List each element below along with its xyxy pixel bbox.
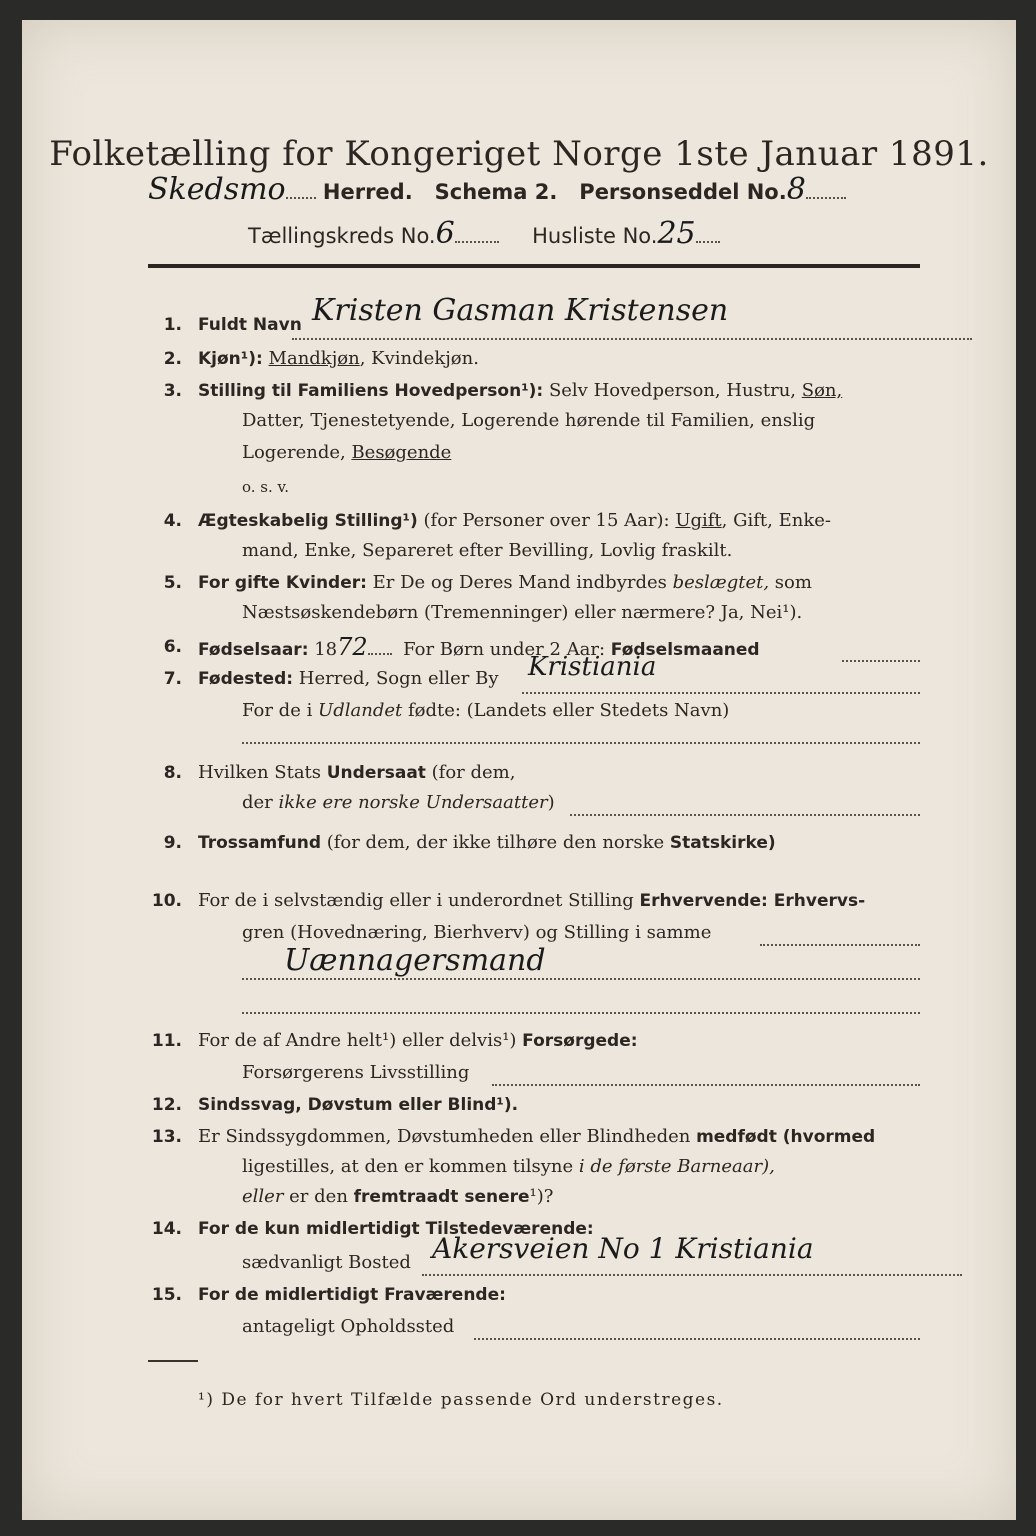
field-label: Undersaat (326, 763, 426, 783)
item-number: 11. (151, 1031, 182, 1051)
item-number: 5. (163, 573, 182, 593)
item-number: 14. (151, 1219, 182, 1239)
herred-line (148, 172, 846, 207)
field-label: For de kun midlertidigt Tilstedeværende: (198, 1219, 594, 1239)
herred-value: Skedsmo (148, 172, 286, 207)
field-text: (for dem, der ikke tilhøre den norske (320, 832, 670, 853)
field-label: Fødselsaar: (198, 640, 309, 660)
field-label: Fødested: (198, 669, 294, 689)
field-text: For Børn under 2 Aar: (403, 639, 611, 660)
occupation-value: Uænnagersmand (284, 943, 546, 978)
field-text: ikke ere norske Undersaatter (278, 792, 548, 813)
field-text: Næstsøskendebørn (Tremenninger) eller nærmere? Ja, Nei¹). (242, 602, 803, 623)
field-text: Er De og Deres Mand indbyrdes (366, 572, 673, 593)
header-rule (148, 264, 920, 268)
field-label: Fuldt Navn (198, 315, 302, 335)
item-number: 10. (151, 891, 182, 911)
field-text: ¹)? (529, 1186, 554, 1207)
field-label: Statskirke) (669, 833, 776, 853)
year-prefix: 18 (308, 639, 338, 660)
options-text: mand, Enke, Separeret efter Bevilling, Lovlig fraskilt. (242, 540, 733, 561)
option-besogende: Besøgende (351, 442, 452, 463)
kreds-line (248, 216, 720, 251)
field-text: Forsørgerens Livsstilling (242, 1062, 470, 1083)
field-label: For gifte Kvinder: (198, 573, 367, 593)
husliste-value: 25 (657, 216, 696, 251)
personseddel-label: Personseddel No. (579, 180, 787, 204)
field-text: fødte: (Landets eller Stedets Navn) (402, 700, 730, 721)
field-label: Erhvervende: (639, 891, 768, 911)
field-text: sædvanligt Bosted (242, 1252, 411, 1273)
herred-label: Herred. (322, 180, 413, 204)
field-text: For de i selvstændig eller i underordnet Stilling (198, 890, 640, 911)
option-son: Søn, (801, 380, 843, 401)
husliste-label: Husliste No. (532, 224, 658, 248)
field-label: Ægteskabelig Stilling¹) (198, 511, 418, 531)
field-text: Hvilken Stats (198, 762, 327, 783)
field-text: ligestilles, at den er kommen tilsyne (242, 1156, 579, 1177)
birth-year-value: 72 (337, 633, 368, 661)
option-ugift: Ugift (675, 510, 722, 531)
kreds-value: 6 (435, 216, 455, 251)
field-text: Herred, Sogn eller By (293, 668, 499, 689)
field-text: For de af Andre helt¹) eller delvis¹) (198, 1030, 523, 1051)
usual-residence-value: Akersveien No 1 Kristiania (432, 1232, 814, 1265)
option-mandkjon: Mandkjøn (268, 348, 360, 369)
field-label: For de midlertidigt Fraværende: (198, 1285, 506, 1305)
kreds-label: Tællingskreds No. (248, 224, 436, 248)
field-text: (for dem, (425, 762, 516, 783)
option-kvindekjon: , Kvindekjøn. (359, 348, 479, 369)
field-text: gren (Hovednæring, Bierhverv) og Stilling i samme (242, 922, 712, 943)
field-label: Fødselsmaaned (610, 640, 760, 660)
item-number: 7. (163, 669, 182, 689)
item-number: 13. (151, 1127, 182, 1147)
field-text: (for Personer over 15 Aar): (417, 510, 676, 531)
form-title: Folketælling for Kongeriget Norge 1ste Januar 1891. (49, 134, 989, 174)
options-text: Datter, Tjenestetyende, Logerende hørende til Familien, enslig (242, 410, 816, 431)
item-number: 1. (163, 315, 182, 335)
options-text: Logerende, (242, 442, 352, 463)
field-text: For de i (242, 700, 319, 721)
schema-label: Schema 2. (434, 180, 558, 204)
field-label: Trossamfund (198, 833, 321, 853)
field-text: Er Sindssygdommen, Døvstumheden eller Blindheden (198, 1126, 697, 1147)
item-number: 9. (163, 833, 182, 853)
options-text: Selv Hovedperson, Hustru, (543, 380, 802, 401)
field-text: Udlandet (318, 700, 403, 721)
osv-text: o. s. v. (242, 478, 289, 496)
field-text: som (769, 572, 812, 593)
census-form-page: Folketælling for Kongeriget Norge 1ste Januar 1891. Skedsmo Herred. Schema 2. Personseddel No.8 Tællingskreds No.6 Husliste No.25 1. Fuldt Navn Kristen Gasman Kristensen 2. Kjøn¹): Mandkjøn, Kvindekjøn. 3. Stilling til Familiens Hovedperson¹): Selv Hovedperson, Hustru, Søn, Datter, Tjenestetyende, Logerende hørende til Familien, enslig Logerende, Besøgende o. s. v. 4. Ægteskabelig Stilling¹) (for Personer over 15 Aar): Ugift, Gift, Enke- mand, Enke, Separeret efter Bevilling, Lovlig fraskilt. 5. For gifte Kvinder: Er De og Deres Mand indbyrdes beslægtet, som Næstsøskendebørn (Tremenninger) eller nærmere? Ja, Nei¹). 6. Fødselsaar: 1872 For Børn under 2 Aar: Fødselsmaaned 7. Fødested: Herred, Sogn eller By Kristiania For de i Udlandet fødte: (Landets eller Stedets Navn) 8. Hvilken Stats Undersaat (for dem, der ikke ere norske Undersaatter) 9. Trossamfund (for dem, der ikke tilhøre den norske Statskirke) 10. For de i selvstændig eller i underordnet Stilling Erhvervende: Erhvervs- gren (Hovednæring, Bierhverv) og Stilling i samme Uænnagersmand 11. For de af Andre helt¹) eller delvis¹) Forsørgede: Forsørgerens Livsstilling 12. Sindssvag, Døvstum eller Blind¹). 13. Er Sindssygdommen, Døvstumheden eller Blindheden medfødt (hvormed ligestilles, at den er kommen tilsyne i de første Barneaar), eller er den fremtraadt senere¹)? 14. For de kun midlertidigt Tilstedeværende: sædvanligt Bosted Akersveien No 1 Kristiania 15. For de midlertidigt Fraværende: antageligt Opholdssted ¹) De for hvert Tilfælde passende Ord understreges. (22, 20, 1016, 1520)
item-number: 4. (163, 511, 182, 531)
full-name-value: Kristen Gasman Kristensen (312, 293, 729, 328)
field-text: beslægtet, (672, 572, 770, 593)
item-number: 2. (163, 349, 182, 369)
item-number: 12. (151, 1095, 182, 1115)
field-label: Sindssvag, Døvstum eller Blind¹). (198, 1095, 519, 1115)
footnote: ¹) De for hvert Tilfælde passende Ord understreges. (198, 1390, 724, 1410)
field-label: Stilling til Familiens Hovedperson¹): (198, 381, 544, 401)
item-number: 8. (163, 763, 182, 783)
field-text: eller (242, 1186, 284, 1207)
item-number: 15. (151, 1285, 182, 1305)
field-label: Erhvervs- (767, 891, 866, 911)
footnote-rule (148, 1360, 198, 1362)
field-label: fremtraadt senere (353, 1187, 530, 1207)
field-text: der (242, 792, 279, 813)
item-number: 3. (163, 381, 182, 401)
field-text: antageligt Opholdssted (242, 1316, 455, 1337)
options-text: , Gift, Enke- (721, 510, 831, 531)
item-number: 6. (163, 637, 182, 657)
field-label: Forsørgede: (522, 1031, 638, 1051)
birthplace-value: Kristiania (528, 652, 657, 682)
personseddel-value: 8 (786, 172, 806, 207)
field-label: medfødt (hvormed (696, 1127, 876, 1147)
field-text: er den (283, 1186, 354, 1207)
field-text: i de første Barneaar), (578, 1156, 775, 1177)
field-label: Kjøn¹): (198, 349, 263, 369)
